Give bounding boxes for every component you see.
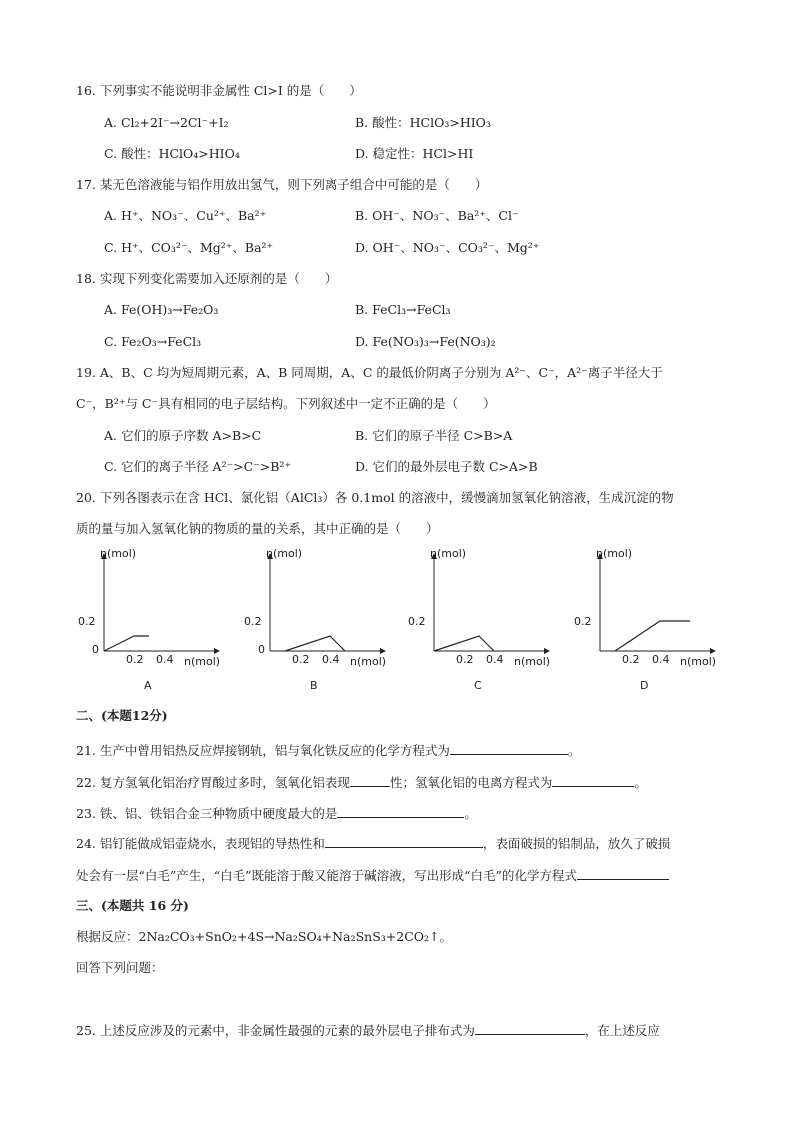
y-axis-label: n(mol) (100, 547, 137, 560)
graph-c (400, 545, 560, 695)
y-tick-label: 0.2 (244, 615, 262, 628)
q23-answer-blank[interactable] (337, 804, 464, 818)
q25-text-b: ，在上述反应 (584, 1023, 660, 1038)
q21-line (76, 741, 580, 759)
x-tick-label: 0.4 (486, 653, 504, 666)
x-axis-arrow (710, 648, 716, 654)
q19-stem-line2: C⁻，B²⁺与 C⁻具有相同的电子层结构。下列叙述中一定不正确的是（ ） (76, 396, 496, 411)
q17-option-a: A. H⁺、NO₃⁻、Cu²⁺、Ba²⁺ (104, 208, 267, 223)
x-axis-label: n(mol) (680, 655, 717, 668)
q18-option-a: A. Fe(OH)₃→Fe₂O₃ (104, 302, 219, 317)
q16-option-c: C. 酸性：HClO₄>HIO₄ (104, 146, 240, 161)
q23-period: 。 (464, 806, 477, 821)
q20-stem-line1: 20. 下列各图表示在含 HCl、氯化铝（AlCl₃）各 0.1mol 的溶液中，缓慢滴加氢氧化钠溶液，生成沉淀的物 (76, 490, 674, 505)
q24-text-b: ，表面破损的铝制品，放久了破损 (482, 836, 671, 851)
series-line (434, 636, 494, 651)
y-axis-label: n(mol) (596, 547, 633, 560)
q22-text-b: 性；氢氧化铝的电离方程式为 (389, 775, 553, 790)
graph-caption: D (640, 679, 649, 692)
y-axis-label: n(mol) (266, 547, 303, 560)
q22-blank-2[interactable] (552, 773, 634, 787)
q24-line-1 (76, 834, 670, 852)
y-tick-label: 0.2 (574, 615, 592, 628)
graph-caption: C (474, 679, 482, 692)
x-axis-label: n(mol) (350, 655, 387, 668)
q24-blank-1[interactable] (325, 834, 483, 848)
x-tick-label: 0.4 (652, 653, 670, 666)
graph-caption: B (310, 679, 318, 692)
q24-text-c: 处会有一层“白毛”产生，“白毛”既能溶于酸又能溶于碱溶液，写出形成“白毛”的化学方程式 (76, 868, 577, 883)
q18-option-c: C. Fe₂O₃→FeCl₃ (104, 334, 202, 349)
q19-option-d: D. 它们的最外层电子数 C>A>B (355, 459, 538, 474)
graph-d (566, 545, 726, 695)
q22-text-a: 22. 复方氢氧化铝治疗胃酸过多时，氢氧化铝表现 (76, 775, 350, 790)
q16-option-d: D. 稳定性：HCl>HI (355, 146, 474, 161)
q22-line (76, 773, 647, 791)
q25-line (76, 1021, 660, 1039)
y-tick-label: 0.2 (408, 615, 426, 628)
reaction-equation: 根据反应：2Na₂CO₃+SnO₂+4S→Na₂SO₄+Na₂SnS₃+2CO₂↑。 (76, 929, 452, 944)
q17-stem: 17. 某无色溶液能与铝作用放出氢气，则下列离子组合中可能的是（ ） (76, 177, 488, 192)
q20-stem-line2: 质的量与加入氢氧化钠的物质的量的关系，其中正确的是（ ） (76, 521, 439, 536)
series-line (104, 636, 149, 651)
y-axis-label: n(mol) (430, 547, 467, 560)
x-axis-label: n(mol) (184, 655, 221, 668)
q17-option-d: D. OH⁻、NO₃⁻、CO₃²⁻、Mg²⁺ (355, 240, 540, 255)
y-tick-label: 0.2 (78, 615, 96, 628)
q16-option-a: A. Cl₂+2I⁻→2Cl⁻+I₂ (104, 115, 229, 130)
x-axis-arrow (544, 648, 550, 654)
q21-text: 21. 生产中曾用铝热反应焊接钢轨，铝与氧化铁反应的化学方程式为 (76, 743, 450, 758)
q19-option-a: A. 它们的原子序数 A>B>C (104, 428, 262, 443)
series-line (615, 621, 690, 651)
q24-text-a: 24. 铝钉能做成铝壶烧水，表现铝的导热性和 (76, 836, 325, 851)
q22-blank-1[interactable] (350, 773, 390, 787)
q23-text: 23. 铁、铝、铁铝合金三种物质中硬度最大的是 (76, 806, 338, 821)
answer-prompt: 回答下列问题： (76, 960, 164, 975)
q21-period: 。 (567, 743, 581, 758)
origin-label: 0 (258, 643, 265, 656)
q18-stem: 18. 实现下列变化需要加入还原剂的是（ ） (76, 271, 338, 286)
q23-line (76, 804, 477, 822)
series-line (285, 636, 345, 651)
graph-a (70, 545, 230, 695)
q22-period: 。 (634, 775, 647, 790)
q19-option-c: C. 它们的离子半径 A²⁻>C⁻>B²⁺ (104, 459, 292, 474)
graph-caption: A (144, 679, 152, 692)
q16-stem: 16. 下列事实不能说明非金属性 Cl>I 的是（ ） (76, 83, 362, 98)
section-3-heading: 三、(本题共 16 分) (76, 898, 189, 913)
q25-text-a: 25. 上述反应涉及的元素中，非金属性最强的元素的最外层电子排布式为 (76, 1023, 475, 1038)
q19-option-b: B. 它们的原子半径 C>B>A (355, 428, 513, 443)
x-axis-arrow (380, 648, 386, 654)
origin-label: 0 (92, 643, 99, 656)
q17-option-b: B. OH⁻、NO₃⁻、Ba²⁺、Cl⁻ (355, 208, 519, 223)
q25-answer-blank[interactable] (475, 1021, 585, 1035)
q18-option-d: D. Fe(NO₃)₃→Fe(NO₃)₂ (355, 334, 496, 349)
q24-blank-2[interactable] (577, 866, 669, 880)
q19-stem-line1: 19. A、B、C 均为短周期元素，A、B 同周期，A、C 的最低价阴离子分别为 A²⁻、C⁻，A²⁻离子半径大于 (76, 365, 663, 380)
graph-b (236, 545, 396, 695)
x-tick-label: 0.4 (322, 653, 340, 666)
x-tick-label: 0.2 (126, 653, 144, 666)
q21-answer-blank[interactable] (450, 741, 568, 755)
section-2-heading: 二、(本题12分) (76, 708, 168, 723)
x-tick-label: 0.4 (156, 653, 174, 666)
q18-option-b: B. FeCl₃→FeCl₃ (355, 302, 451, 317)
x-axis-arrow (214, 648, 220, 654)
x-axis-label: n(mol) (514, 655, 551, 668)
q17-option-c: C. H⁺、CO₃²⁻、Mg²⁺、Ba²⁺ (104, 240, 274, 255)
q16-option-b: B. 酸性：HClO₃>HIO₃ (355, 115, 491, 130)
x-tick-label: 0.2 (456, 653, 474, 666)
q24-line-2 (76, 866, 669, 884)
x-tick-label: 0.2 (292, 653, 310, 666)
x-tick-label: 0.2 (622, 653, 640, 666)
